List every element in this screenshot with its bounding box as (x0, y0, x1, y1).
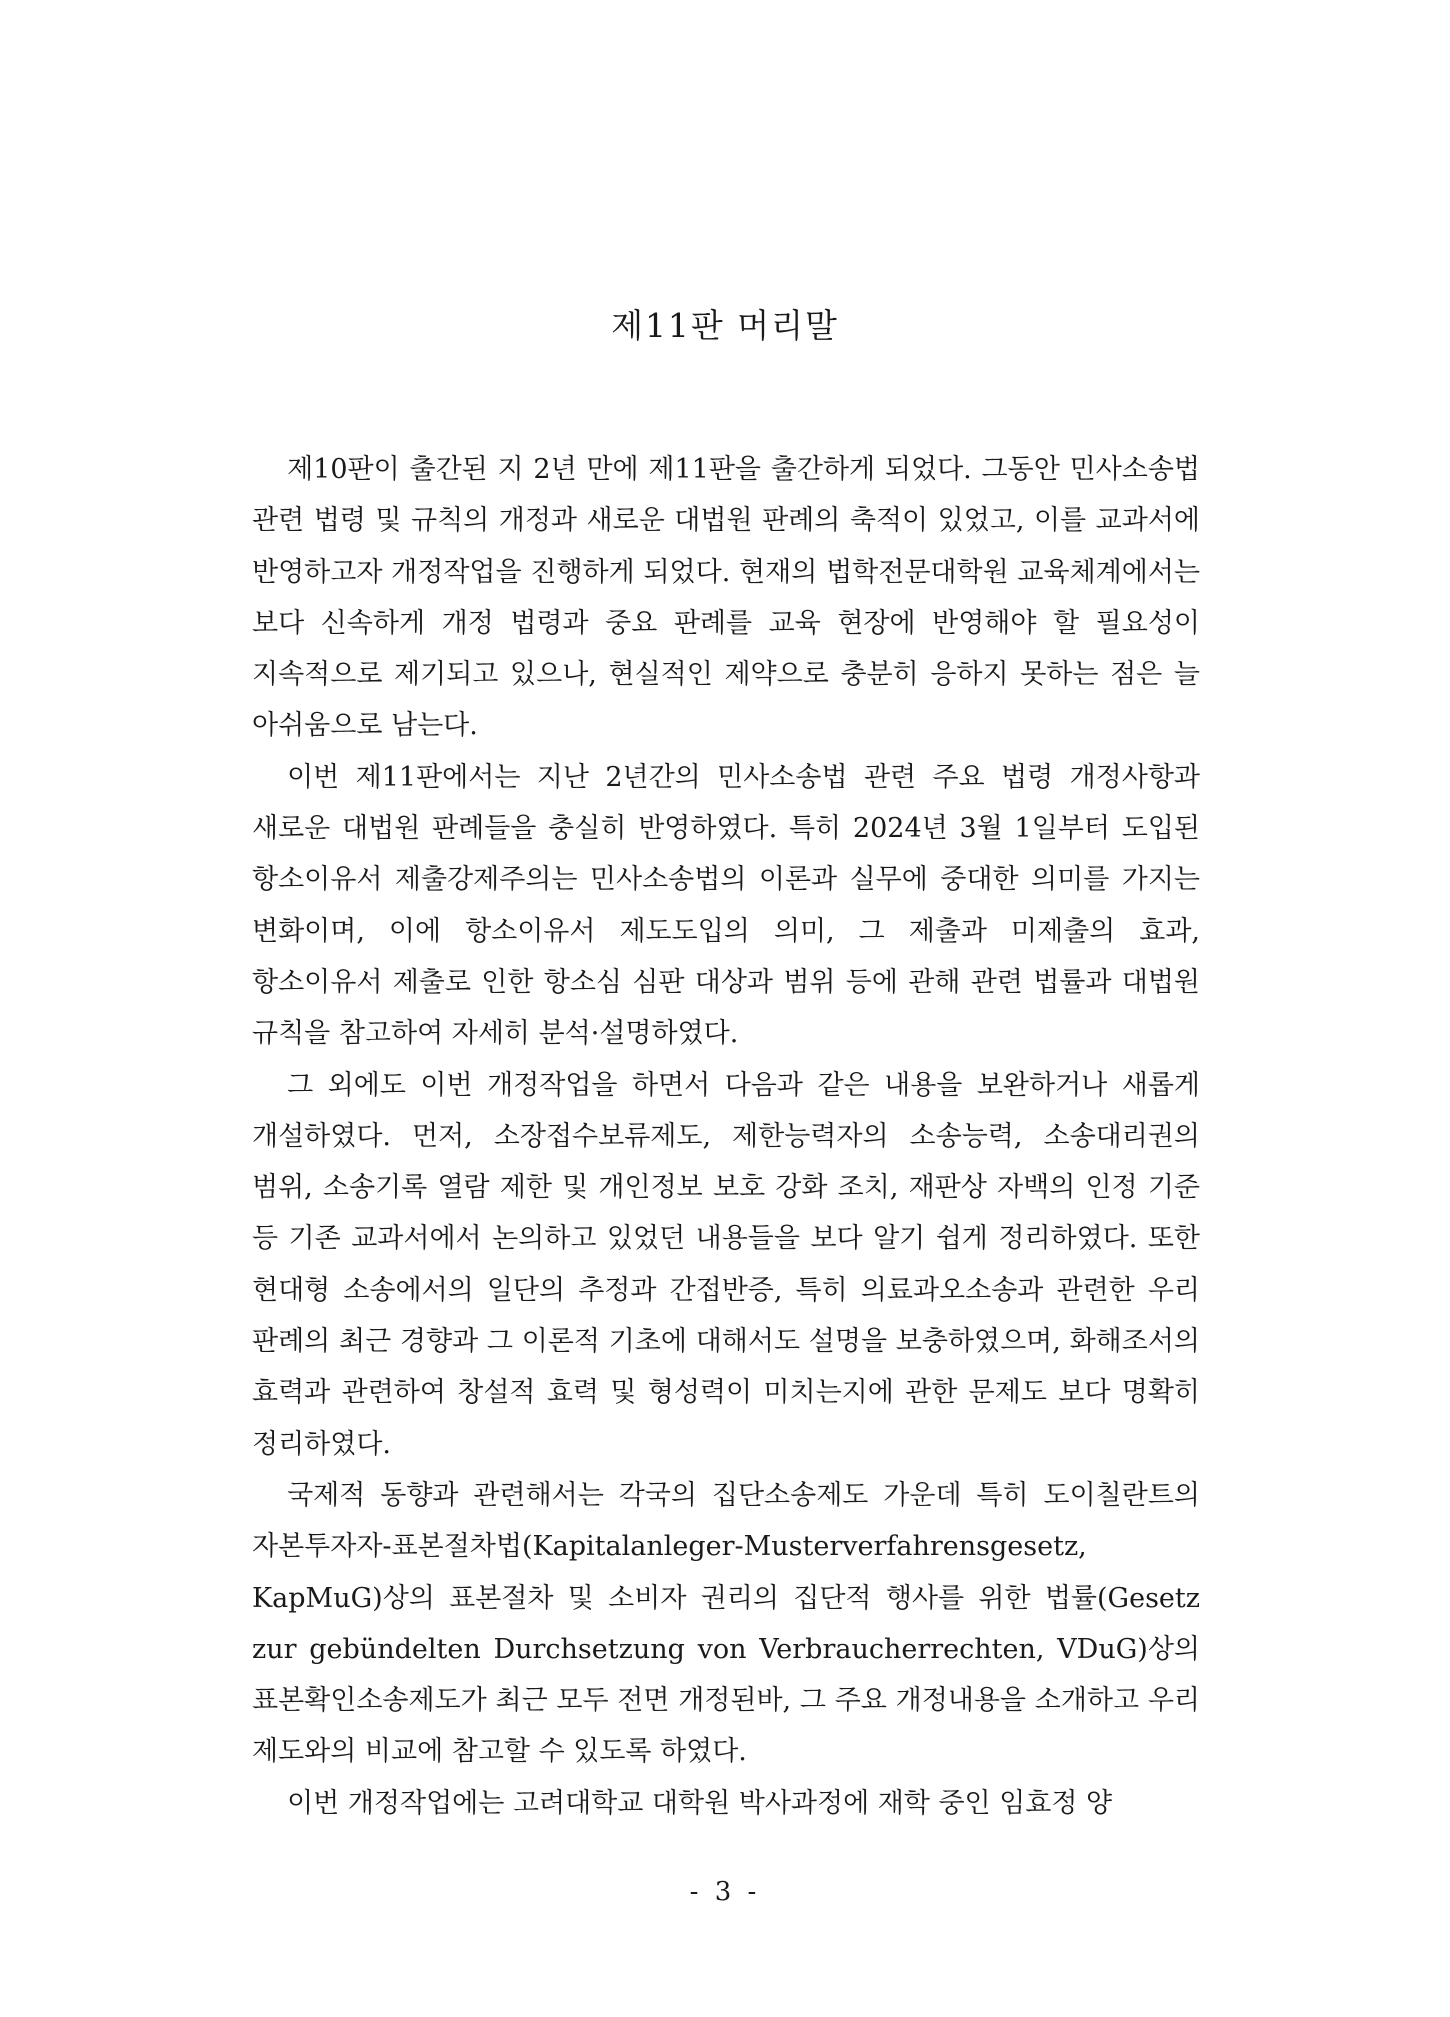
preface-body (252, 444, 1200, 1829)
paragraph: 그 외에도 이번 개정작업을 하면서 다음과 같은 내용을 보완하거나 새롭게 개설하였다. 먼저, 소장접수보류제도, 제한능력자의 소송능력, 소송대리권의 범위, 소송기록 열람 제한 및 개인정보 보호 강화 조치, 재판상 자백의 인정 기준 등 기존 교과서에서 논의하고 있었던 내용들을 보다 알기 쉽게 정리하였다. 또한 현대형 소송에서의 일단의 추정과 간접반증, 특히 의료과오소송과 관련한 우리 판례의 최근 경향과 그 이론적 기초에 대해서도 설명을 보충하였으며, 화해조서의 효력과 관련하여 창설적 효력 및 형성력이 미치는지에 관한 문제도 보다 명확히 정리하였다. (252, 1069, 1200, 1460)
paragraph: 제10판이 출간된 지 2년 만에 제11판을 출간하게 되었다. 그동안 민사소송법 관련 법령 및 규칙의 개정과 새로운 대법원 판례의 축적이 있었고, 이를 교과서에 반영하고자 개정작업을 진행하게 되었다. 현재의 법학전문대학원 교육체계에서는 보다 신속하게 개정 법령과 중요 판례를 교육 현장에 반영해야 할 필요성이 지속적으로 제기되고 있으나, 현실적인 제약으로 충분히 응하지 못하는 점은 늘 아쉬움으로 남는다. (252, 454, 1200, 742)
paragraph: 이번 개정작업에는 고려대학교 대학원 박사과정에 재학 중인 임효정 양 (287, 1787, 1113, 1819)
page-number: - 3 - (689, 1877, 761, 1907)
paragraph: 국제적 동향과 관련해서는 각국의 집단소송제도 가운데 특히 도이칠란트의 자본투자자-표본절차법(Kapitalanleger-Musterverfahrensgesetz, KapMuG)상의 표본절차 및 소비자 권리의 집단적 행사를 위한 법률(Gesetz zur gebündelten Durchsetzung von Verbraucherrechten, VDuG)상의 표본확인소송제도가 최근 모두 전면 개정된바, 그 주요 개정내용을 소개하고 우리 제도와의 비교에 참고할 수 있도록 하였다. (252, 1479, 1200, 1768)
page-title: 제11판 머리말 (611, 306, 839, 345)
paragraph: 이번 제11판에서는 지난 2년간의 민사소송법 관련 주요 법령 개정사항과 새로운 대법원 판례들을 충실히 반영하였다. 특히 2024년 3월 1일부터 도입된 항소이유서 제출강제주의는 민사소송법의 이론과 실무에 중대한 의미를 가지는 변화이며, 이에 항소이유서 제도도입의 의미, 그 제출과 미제출의 효과, 항소이유서 제출로 인한 항소심 심판 대상과 범위 등에 관해 관련 법률과 대법원 규칙을 참고하여 자세히 분석·설명하였다. (252, 761, 1200, 1050)
